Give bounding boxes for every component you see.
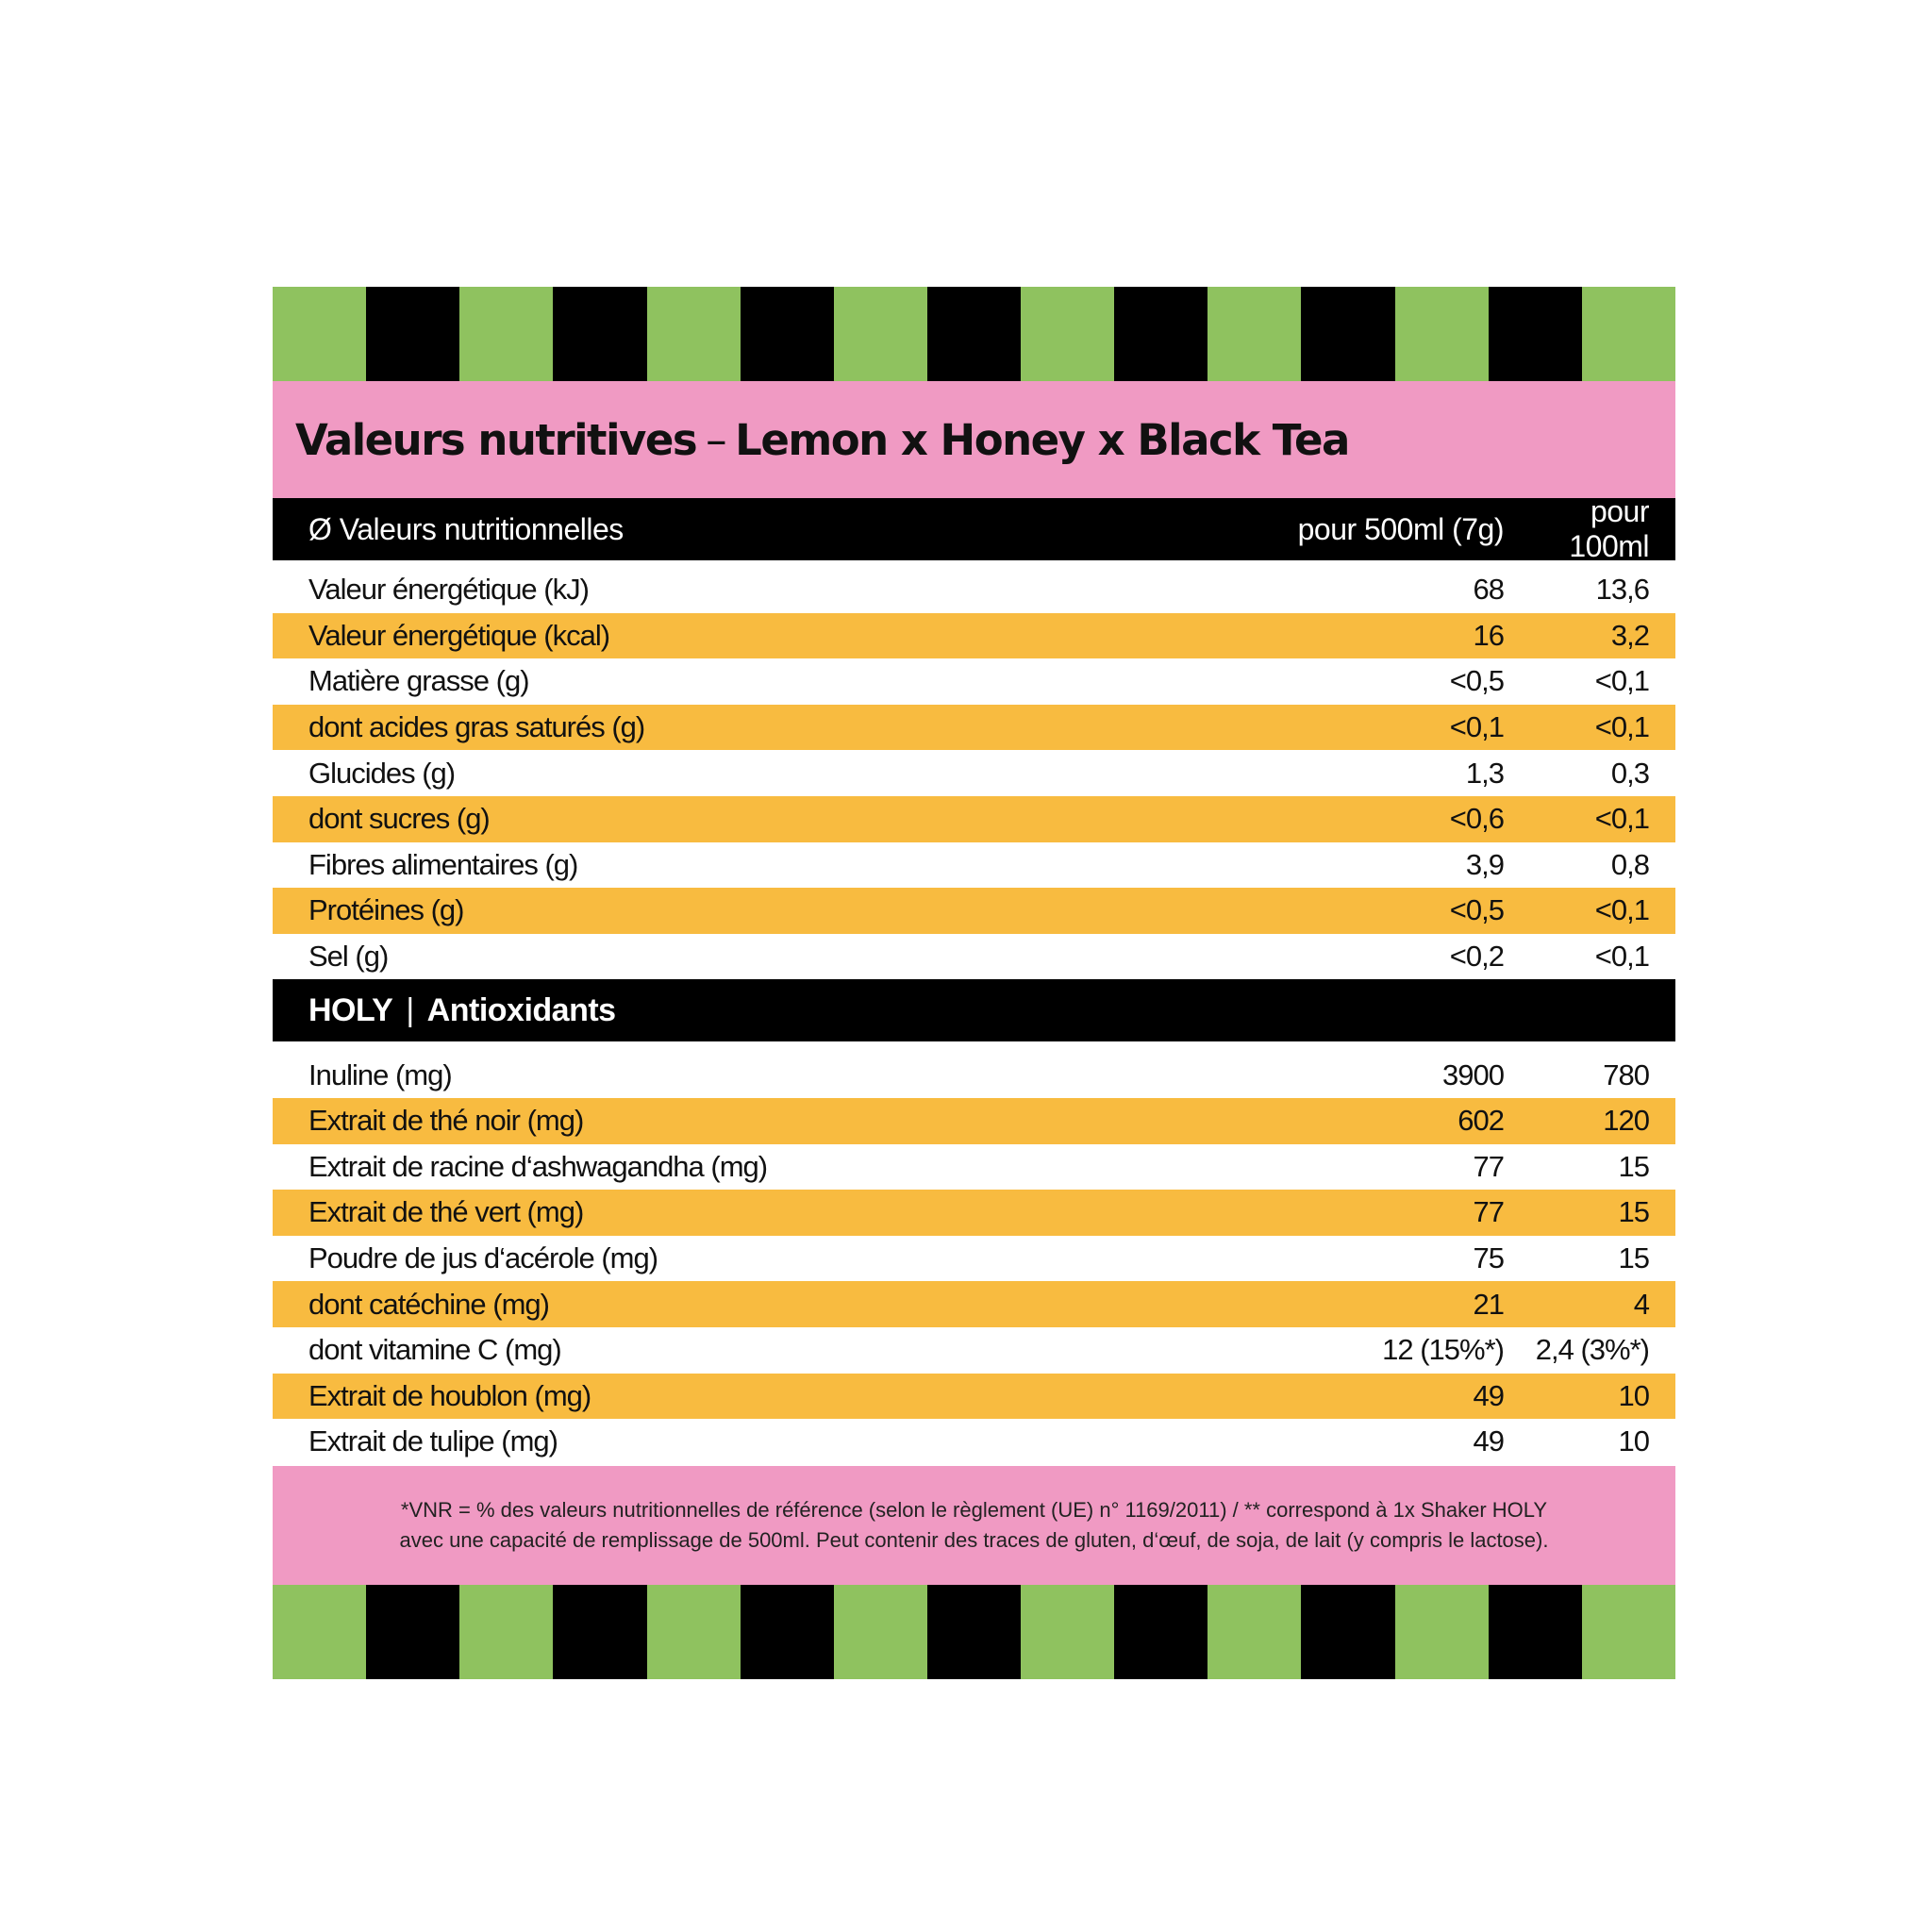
row-label: Extrait de houblon (mg) [308,1378,591,1412]
table-row [273,796,1675,842]
stripe-block [553,287,646,381]
title-bar [273,381,1675,498]
row-value-500ml: 602 [1457,1104,1504,1138]
title-dash: – [706,414,726,465]
stripe-block [647,287,741,381]
stripe-block [1021,1585,1114,1679]
row-value-500ml: 75 [1473,1241,1504,1275]
row-label: Protéines (g) [308,893,464,927]
row-value-500ml: <0,5 [1449,664,1504,698]
antioxidant-rows [273,1041,1675,1464]
table-row [273,842,1675,889]
table-row [273,1052,1675,1098]
stripe-block [273,287,366,381]
row-label: Extrait de thé vert (mg) [308,1195,584,1229]
page-title [295,415,1349,465]
stripe-block [834,287,927,381]
row-value-100ml: 4 [1633,1287,1649,1321]
table-row [273,888,1675,934]
row-label: Valeur énergétique (kcal) [308,618,610,652]
table-row [273,1190,1675,1236]
section-label: Antioxidants [426,991,616,1028]
title-main: Valeurs nutritives [295,414,697,465]
stripe-block [741,287,834,381]
row-label: Poudre de jus d‘acérole (mg) [308,1241,658,1275]
stripe-block [1489,287,1582,381]
row-value-100ml: 120 [1603,1104,1649,1138]
row-value-100ml: <0,1 [1594,710,1649,744]
row-value-100ml: 0,8 [1610,847,1649,881]
stripe-block [1489,1585,1582,1679]
bottom-checker-stripe [273,1585,1675,1679]
stripe-block [459,287,553,381]
section-brand: HOLY [308,991,393,1028]
row-label: Matière grasse (g) [308,664,529,698]
stripe-block [273,1585,366,1679]
row-value-100ml: <0,1 [1594,664,1649,698]
row-label: dont vitamine C (mg) [308,1333,561,1367]
row-value-100ml: 0,3 [1610,756,1649,790]
stripe-block [1208,1585,1301,1679]
row-label: dont acides gras saturés (g) [308,710,645,744]
header-col-500ml: pour 500ml (7g) [1297,511,1504,546]
row-value-100ml: 3,2 [1610,618,1649,652]
row-value-100ml: 780 [1603,1058,1649,1091]
stripe-block [927,287,1021,381]
footnote-line-1: *VNR = % des valeurs nutritionnelles de référence (selon le règlement (UE) n° 1169/2011) / ** correspond à 1x Shaker HOLY [400,1497,1548,1522]
stripe-block [1114,287,1208,381]
row-value-500ml: 49 [1473,1424,1504,1458]
row-label: dont sucres (g) [308,802,490,836]
row-value-500ml: 21 [1473,1287,1504,1321]
stripe-block [741,1585,834,1679]
row-label: Glucides (g) [308,756,456,790]
row-value-500ml: 12 (15%*) [1382,1333,1504,1367]
table-row [273,1327,1675,1374]
header-label: Ø Valeurs nutritionnelles [308,511,624,546]
table-row [273,567,1675,613]
row-value-100ml: 15 [1618,1149,1649,1183]
row-value-500ml: <0,1 [1449,710,1504,744]
table-row [273,1281,1675,1327]
table-row [273,658,1675,705]
stripe-block [1301,1585,1394,1679]
row-label: dont catéchine (mg) [308,1287,549,1321]
stripe-block [834,1585,927,1679]
row-value-500ml: <0,2 [1449,940,1504,974]
row-value-100ml: <0,1 [1594,940,1649,974]
table-row [273,750,1675,796]
row-value-500ml: 77 [1473,1195,1504,1229]
top-checker-stripe [273,287,1675,381]
row-value-500ml: 16 [1473,618,1504,652]
footnote [273,1466,1675,1585]
stripe-block [1021,287,1114,381]
nutrition-panel [273,287,1675,1679]
row-value-500ml: 3,9 [1465,847,1504,881]
row-value-100ml: 10 [1618,1424,1649,1458]
row-value-100ml: 15 [1618,1195,1649,1229]
table-row [273,613,1675,659]
table-row [273,1236,1675,1282]
stripe-block [366,287,459,381]
stripe-block [1114,1585,1208,1679]
row-value-500ml: 68 [1473,573,1504,607]
row-value-100ml: <0,1 [1594,802,1649,836]
row-label: Extrait de tulipe (mg) [308,1424,558,1458]
stripe-block [1582,287,1675,381]
stripe-block [553,1585,646,1679]
stripe-block [1301,287,1394,381]
header-col-100ml: pour 100ml [1569,494,1649,563]
row-value-100ml: 15 [1618,1241,1649,1275]
footnote-line-2: avec une capacité de remplissage de 500ml. Peut contenir des traces de gluten, d‘œuf, de soja, de lait (y compris le lactose). [399,1527,1549,1552]
table-row [273,1098,1675,1144]
table-row [273,1374,1675,1420]
stripe-block [927,1585,1021,1679]
row-value-500ml: <0,5 [1449,893,1504,927]
stripe-block [366,1585,459,1679]
row-label: Inuline (mg) [308,1058,452,1091]
table-row [273,1144,1675,1191]
stripe-block [459,1585,553,1679]
row-label: Extrait de racine d‘ashwagandha (mg) [308,1149,768,1183]
antioxidants-section-header [273,979,1675,1041]
row-value-100ml: 2,4 (3%*) [1535,1333,1649,1367]
row-label: Sel (g) [308,940,389,974]
row-value-500ml: 49 [1473,1378,1504,1412]
stripe-block [647,1585,741,1679]
table-row [273,1419,1675,1465]
stripe-block [1395,1585,1489,1679]
table-row [273,705,1675,751]
nutrition-rows [273,560,1675,979]
row-value-500ml: 1,3 [1465,756,1504,790]
row-label: Fibres alimentaires (g) [308,847,578,881]
title-product: Lemon x Honey x Black Tea [735,414,1349,465]
row-value-100ml: 13,6 [1595,573,1649,607]
stripe-block [1395,287,1489,381]
row-label: Valeur énergétique (kJ) [308,573,589,607]
stripe-block [1208,287,1301,381]
row-label: Extrait de thé noir (mg) [308,1104,584,1138]
section-separator: | [406,991,414,1028]
row-value-500ml: 77 [1473,1149,1504,1183]
row-value-100ml: 10 [1618,1378,1649,1412]
stripe-block [1582,1585,1675,1679]
row-value-500ml: 3900 [1442,1058,1504,1091]
row-value-100ml: <0,1 [1594,893,1649,927]
row-value-500ml: <0,6 [1449,802,1504,836]
table-row [273,934,1675,980]
table-header [273,494,1675,563]
